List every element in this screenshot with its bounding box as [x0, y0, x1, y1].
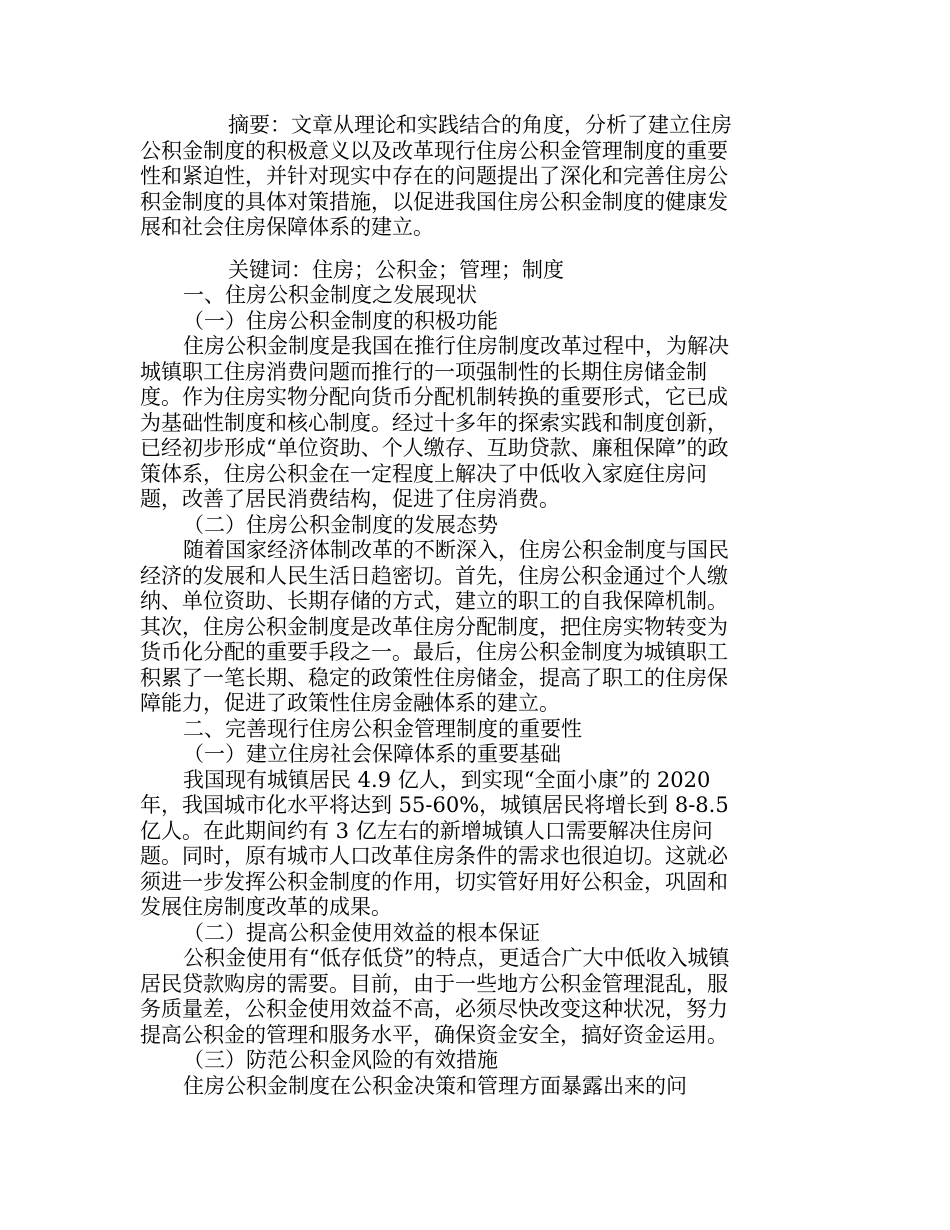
body-paragraph-5: 住房公积金制度在公积金决策和管理方面暴露出来的问	[183, 1073, 687, 1098]
body-paragraph-4: 公积金使用有“低存低贷”的特点，更适合广大中低收入城镇居民贷款购房的需要。目前，由于一些地方公积金管理混乱，服务质量差，公积金使用效益不高，必须尽快改变这种状况，努力提高公积金的管理和服务水平，确保资金安全，搞好资金运用。	[140, 946, 730, 1047]
body-paragraph-2: 随着国家经济体制改革的不断深入，住房公积金制度与国民经济的发展和人民生活日趋密切。首先，住房公积金通过个人缴纳、单位资助、长期存储的方式，建立的职工的自我保障机制。其次，住房公积金制度是改革住房分配制度，把住房实物转变为货币化分配的重要手段之一。最后，住房公积金制度为城镇职工积累了一笔长期、稳定的政策性住房储金，提高了职工的住房保障能力，促进了政策性住房金融体系的建立。	[140, 538, 729, 715]
section-heading-2: 二、完善现行住房公积金管理制度的重要性	[183, 716, 582, 741]
subsection-heading-2-3: （三）防范公积金风险的有效措施	[183, 1048, 498, 1072]
body-paragraph-1: 住房公积金制度是我国在推行住房制度改革过程中，为解决城镇职工住房消费问题而推行的一项强制性的长期住房储金制度。作为住房实物分配向货币分配机制转换的重要形式，它已成为基础性制度和核心制度。经过十多年的探索实践和制度创新，已经初步形成“单位资助、个人缴存、互助贷款、廉租保障”的政策体系，住房公积金在一定程度上解决了中低收入家庭住房问题，改善了居民消费结构，促进了住房消费。	[140, 334, 729, 511]
section-heading-1: 一、住房公积金制度之发展现状	[183, 283, 477, 307]
body-paragraph-3: 我国现有城镇居民 4.9 亿人，到实现“全面小康”的 2020 年，我国城市化水平将达到 55-60%，城镇居民将增长到 8-8.5 亿人。在此期间约有 3 亿左右的新增城镇人口需要解决住房问题。同时，原有城市人口改革住房条件的需求也很迫切。这就必须进一步发挥公积金制度的作用，切实管好用好公积金，巩固和发展住房制度改革的成果。	[140, 767, 729, 919]
subsection-heading-1-1: （一）住房公积金制度的积极功能	[183, 308, 498, 333]
keywords-line: 关键词：住房；公积金；管理；制度	[228, 257, 564, 282]
subsection-heading-2-1: （一）建立住房社会保障体系的重要基础	[183, 742, 561, 766]
subsection-heading-2-2: （二）提高公积金使用效益的根本保证	[183, 920, 540, 945]
abstract-paragraph: 摘要：文章从理论和实践结合的角度，分析了建立住房公积金制度的积极意义以及改革现行住房公积金管理制度的重要性和紧迫性，并针对现实中存在的问题提出了深化和完善住房公积金制度的具体对策措施，以促进我国住房公积金制度的健康发展和社会住房保障体系的建立。	[140, 113, 732, 239]
document-body	[140, 113, 740, 1099]
subsection-heading-1-2: （二）住房公积金制度的发展态势	[183, 512, 498, 537]
